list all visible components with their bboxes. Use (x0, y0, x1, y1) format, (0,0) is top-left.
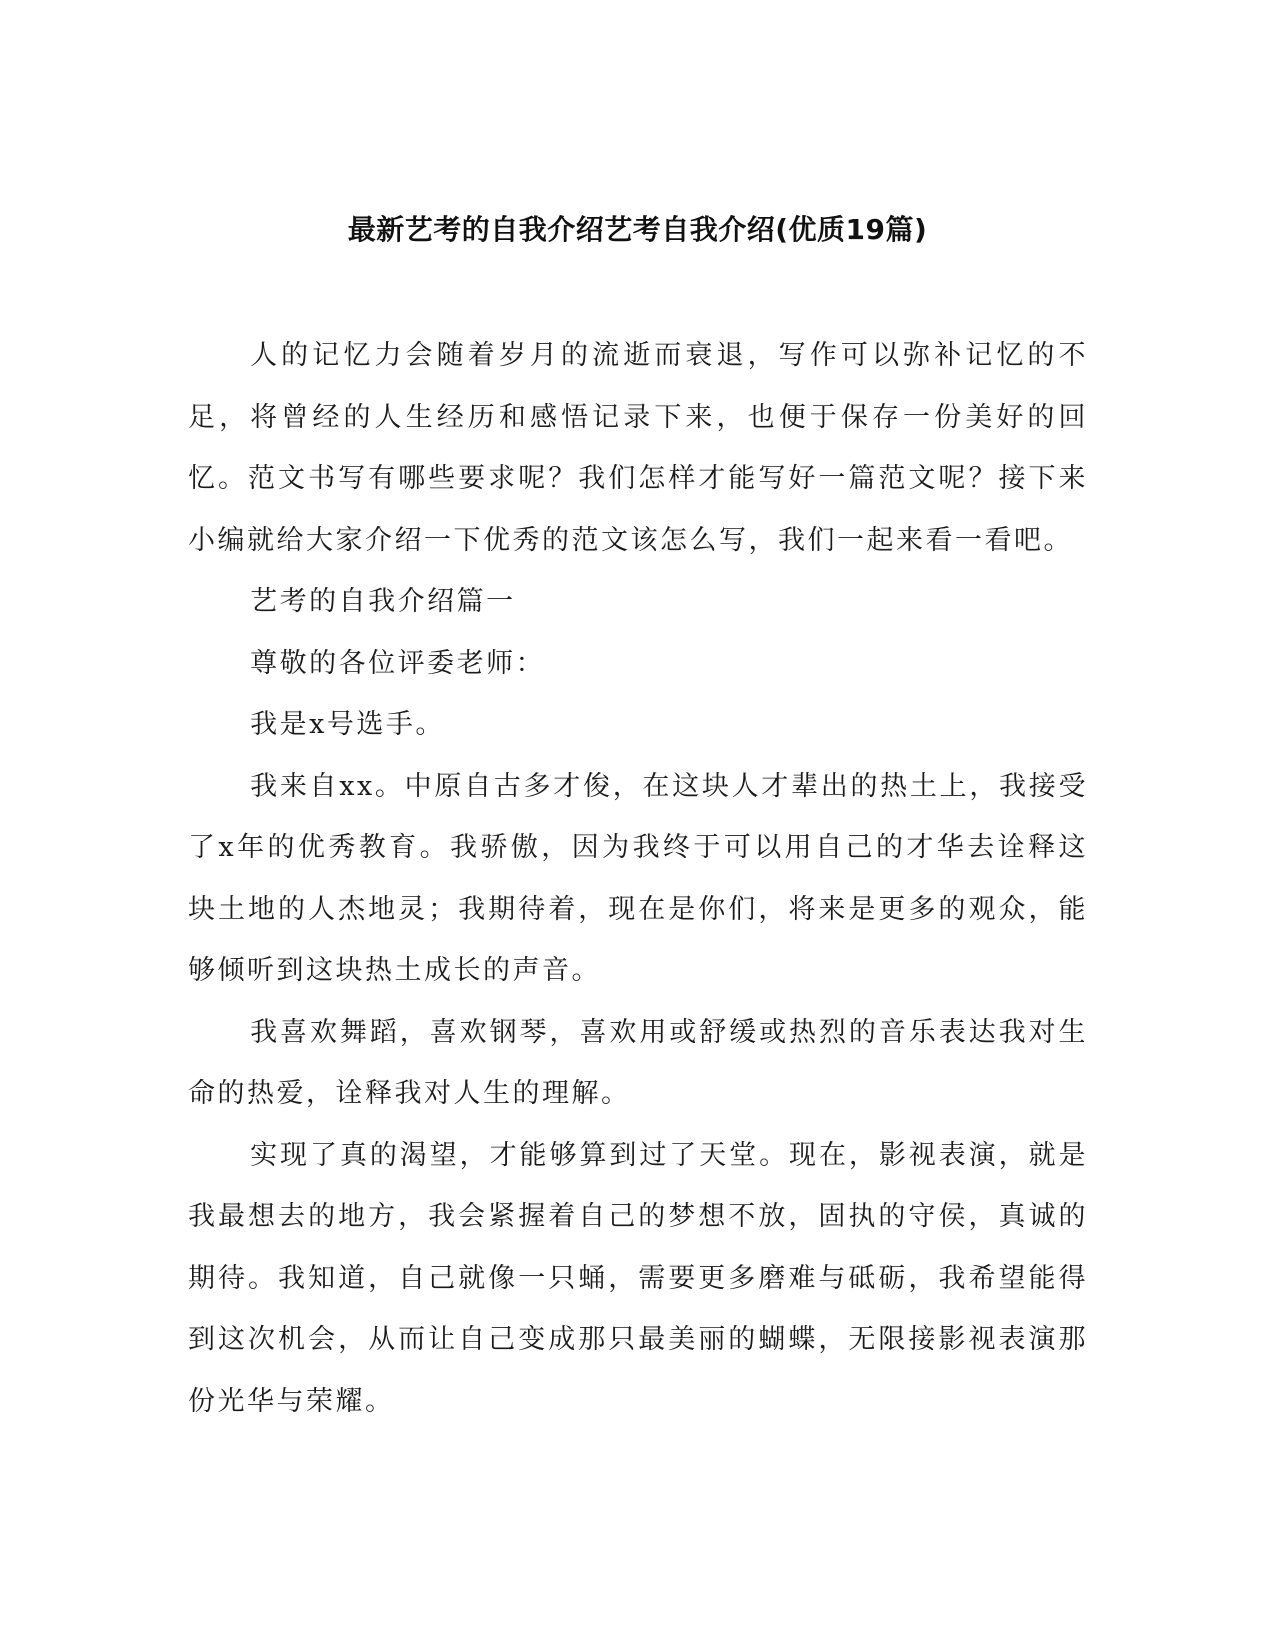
paragraph-hometown: 我来自xx。中原自古多才俊，在这块人才辈出的热土上，我接受了x年的优秀教育。我骄傲，因为我终于可以用自己的才华去诠释这块土地的人杰地灵；我期待着，现在是你们，将来是更多的观众，能够倾听到这块热土成长的声音。 (188, 770, 1088, 986)
document-body (188, 325, 1088, 1432)
salutation: 尊敬的各位评委老师： (250, 647, 546, 679)
section-heading: 艺考的自我介绍篇一 (250, 586, 516, 617)
paragraph-hobbies: 我喜欢舞蹈，喜欢钢琴，喜欢用或舒缓或热烈的音乐表达我对生命的热爱，诠释我对人生的理解。 (188, 1016, 1088, 1109)
paragraph-dream: 实现了真的渴望，才能够算到过了天堂。现在，影视表演，就是我最想去的地方，我会紧握着自己的梦想不放，固执的守侯，真诚的期待。我知道，自己就像一只蛹，需要更多磨难与砥砺，我希望能得到这次机会，从而让自己变成那只最美丽的蝴蝶，无限接影视表演那份光华与荣耀。 (188, 1139, 1088, 1417)
paragraph-contestant: 我是x号选手。 (250, 709, 445, 740)
document-title: 最新艺考的自我介绍艺考自我介绍(优质19篇) (347, 213, 928, 246)
paragraph-intro: 人的记忆力会随着岁月的流逝而衰退，写作可以弥补记忆的不足，将曾经的人生经历和感悟记录下来，也便于保存一份美好的回忆。范文书写有哪些要求呢？我们怎样才能写好一篇范文呢？接下来小编就给大家介绍一下优秀的范文该怎么写，我们一起来看一看吧。 (188, 340, 1088, 556)
